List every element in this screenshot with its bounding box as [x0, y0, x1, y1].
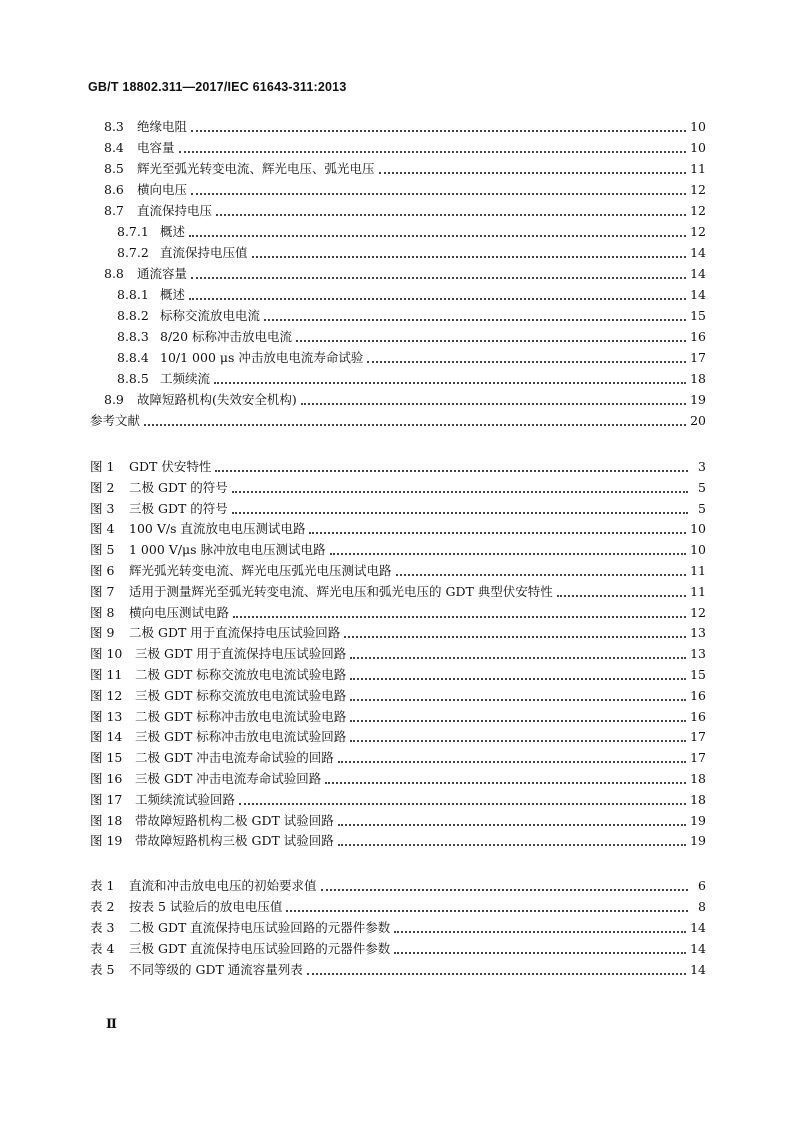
toc-entry[interactable] — [104, 390, 706, 410]
figure-list-entry[interactable] — [90, 727, 706, 747]
entry-page-number: 8 — [698, 899, 706, 914]
entry-page-number: 14 — [690, 920, 706, 935]
toc-entry[interactable] — [117, 306, 706, 326]
toc-entry[interactable] — [104, 180, 706, 200]
dot-leader — [350, 689, 686, 701]
entry-page-number: 17 — [690, 750, 706, 766]
entry-number: 8.8.1 — [117, 287, 149, 302]
dot-leader — [232, 502, 688, 514]
entry-page-number: 5 — [698, 500, 706, 516]
entry-page-number: 18 — [690, 771, 706, 786]
dot-leader — [394, 942, 686, 954]
entry-number: 8.7.2 — [117, 245, 149, 260]
entry-title: 二极 GDT 冲击电流寿命试验的回路 — [135, 750, 334, 766]
entry-page-number: 12 — [690, 224, 706, 239]
entry-title: 二极 GDT 的符号 — [129, 479, 228, 495]
entry-number: 8.8.2 — [117, 308, 149, 323]
entry-number: 8.7.1 — [117, 224, 149, 239]
entry-page-number: 10 — [690, 119, 706, 134]
dot-leader — [189, 225, 686, 237]
dot-leader — [301, 393, 686, 405]
entry-title: 不同等级的 GDT 通流容量列表 — [129, 962, 303, 977]
dot-leader — [214, 372, 686, 384]
entry-number: 图 12 — [90, 687, 123, 703]
entry-page-number: 16 — [690, 687, 706, 703]
figure-list-entry[interactable] — [90, 623, 706, 643]
entry-number: 图 11 — [90, 667, 123, 682]
dot-leader — [321, 879, 688, 891]
figure-list-entry[interactable] — [90, 561, 706, 581]
entry-title: 概述 — [160, 224, 186, 239]
figure-list-entry[interactable] — [90, 499, 706, 519]
toc-entry-references[interactable] — [90, 411, 706, 431]
entry-title: 直流保持电压 — [137, 203, 213, 218]
entry-title: 通流容量 — [137, 266, 188, 281]
entry-page-number: 10 — [690, 140, 706, 155]
entry-page-number: 14 — [690, 287, 706, 302]
entry-title: 绝缘电阻 — [137, 119, 188, 134]
entry-number: 图 10 — [90, 646, 123, 662]
entry-page-number: 19 — [690, 392, 706, 407]
dot-leader — [396, 564, 687, 576]
dot-leader — [394, 921, 686, 933]
dot-leader — [264, 309, 686, 321]
entry-number: 图 5 — [90, 542, 115, 558]
entry-page-number: 19 — [690, 812, 706, 828]
entry-page-number: 13 — [690, 625, 706, 641]
toc-entry[interactable] — [104, 264, 706, 284]
entry-page-number: 11 — [690, 563, 706, 578]
entry-number: 8.4 — [104, 140, 124, 155]
toc-entry[interactable] — [104, 159, 706, 179]
entry-title: 带故障短路机构三极 GDT 试验回路 — [135, 833, 334, 849]
entry-number: 8.8 — [104, 266, 124, 281]
dot-leader — [215, 460, 688, 472]
figure-list-entry[interactable] — [90, 686, 706, 706]
entry-title: 直流保持电压值 — [160, 245, 248, 260]
entry-page-number: 18 — [690, 371, 706, 386]
entry-number: 图 8 — [90, 604, 115, 620]
entry-page-number: 20 — [690, 413, 706, 428]
entry-title: 概述 — [160, 287, 186, 302]
figure-list-entry[interactable] — [90, 478, 706, 498]
entry-number: 8.8.3 — [117, 329, 149, 344]
entry-number: 图 2 — [90, 479, 115, 495]
entry-number: 图 15 — [90, 750, 123, 766]
entry-title: 直流和冲击放电电压的初始要求值 — [129, 878, 317, 893]
entry-number: 8.9 — [104, 392, 124, 407]
entry-page-number: 14 — [690, 266, 706, 281]
table-list-entry[interactable] — [90, 897, 706, 917]
entry-page-number: 17 — [690, 350, 706, 365]
dot-leader — [350, 730, 686, 742]
entry-number: 表 3 — [90, 920, 115, 935]
toc-entry[interactable] — [117, 348, 706, 368]
table-list-entry[interactable] — [90, 960, 706, 980]
toc-entry[interactable] — [117, 285, 706, 305]
entry-number: 图 14 — [90, 729, 123, 745]
dot-leader — [191, 120, 686, 132]
entry-title: GDT 伏安特性 — [129, 459, 212, 474]
entry-page-number: 14 — [690, 941, 706, 956]
entry-number: 8.7 — [104, 203, 124, 218]
dot-leader — [338, 751, 686, 763]
document-header: GB/T 18802.311—2017/IEC 61643-311:2013 — [88, 80, 347, 94]
dot-leader — [233, 606, 686, 618]
figure-list-entry[interactable] — [90, 644, 706, 664]
dot-leader — [367, 351, 686, 363]
dot-leader — [350, 668, 686, 680]
figure-list-entry[interactable] — [90, 457, 706, 477]
dot-leader — [296, 330, 686, 342]
toc-entry[interactable] — [117, 327, 706, 347]
dot-leader — [325, 772, 686, 784]
entry-number: 图 4 — [90, 521, 115, 537]
entry-title: 参考文献 — [90, 413, 141, 428]
figure-list-entry[interactable] — [90, 748, 706, 768]
entry-title: 按表 5 试验后的放电电压值 — [129, 899, 283, 914]
entry-title: 二极 GDT 标称冲击放电电流试验电路 — [135, 708, 347, 724]
figure-list-entry[interactable] — [90, 790, 706, 810]
toc-entry[interactable] — [117, 369, 706, 389]
entry-title: 三极 GDT 直流保持电压试验回路的元器件参数 — [129, 941, 391, 956]
figure-list-entry[interactable] — [90, 769, 706, 789]
entry-title: 电容量 — [137, 140, 175, 155]
figure-list-entry[interactable] — [90, 665, 706, 685]
dot-leader — [338, 834, 686, 846]
dot-leader — [239, 793, 686, 805]
entry-page-number: 11 — [690, 161, 706, 176]
entry-page-number: 15 — [690, 308, 706, 323]
entry-title: 带故障短路机构二极 GDT 试验回路 — [135, 812, 334, 828]
entry-number: 图 7 — [90, 583, 115, 599]
dot-leader — [330, 543, 687, 555]
table-list-entry[interactable] — [90, 918, 706, 938]
entry-number: 表 5 — [90, 962, 115, 977]
toc-entry[interactable] — [104, 117, 706, 137]
dot-leader — [338, 814, 686, 826]
entry-title: 8/20 标称冲击放电电流 — [160, 329, 293, 344]
entry-number: 8.3 — [104, 119, 124, 134]
entry-page-number: 12 — [690, 604, 706, 620]
entry-number: 图 18 — [90, 812, 123, 828]
figure-list-entry[interactable] — [90, 811, 706, 831]
toc-entry[interactable] — [117, 243, 706, 263]
dot-leader — [144, 414, 686, 426]
entry-number: 图 17 — [90, 791, 123, 807]
dot-leader — [232, 481, 688, 493]
entry-title: 二极 GDT 标称交流放电电流试验电路 — [135, 667, 347, 682]
entry-page-number: 6 — [698, 878, 706, 893]
entry-page-number: 13 — [690, 646, 706, 662]
figure-list-entry[interactable] — [90, 540, 706, 560]
entry-page-number: 11 — [690, 583, 706, 599]
entry-page-number: 12 — [690, 182, 706, 197]
dot-leader — [189, 288, 686, 300]
dot-leader — [307, 963, 686, 975]
entry-title: 二极 GDT 用于直流保持电压试验回路 — [129, 625, 341, 641]
entry-title: 横向电压测试电路 — [129, 604, 230, 620]
dot-leader — [286, 900, 688, 912]
dot-leader — [179, 141, 687, 153]
entry-page-number: 5 — [698, 479, 706, 495]
entry-page-number: 16 — [690, 708, 706, 724]
entry-page-number: 14 — [690, 245, 706, 260]
entry-page-number: 18 — [690, 791, 706, 807]
entry-number: 图 6 — [90, 563, 115, 578]
entry-number: 表 2 — [90, 899, 115, 914]
entry-page-number: 19 — [690, 833, 706, 849]
toc-entry[interactable] — [104, 138, 706, 158]
page-number-footer: Ⅱ — [106, 1017, 117, 1032]
entry-title: 工频续流试验回路 — [135, 791, 236, 807]
entry-title: 三极 GDT 标称交流放电电流试验电路 — [135, 687, 347, 703]
figure-list-entry[interactable] — [90, 582, 706, 602]
entry-page-number: 16 — [690, 329, 706, 344]
dot-leader — [557, 585, 686, 597]
entry-number: 8.6 — [104, 182, 124, 197]
entry-number: 图 13 — [90, 708, 123, 724]
figure-list-entry[interactable] — [90, 707, 706, 727]
dot-leader — [216, 204, 686, 216]
entry-number: 图 1 — [90, 459, 115, 474]
entry-title: 三极 GDT 用于直流保持电压试验回路 — [135, 646, 347, 662]
dot-leader — [350, 710, 686, 722]
toc-entry[interactable] — [117, 222, 706, 242]
entry-number: 图 16 — [90, 771, 123, 786]
entry-page-number: 15 — [690, 667, 706, 682]
entry-number: 表 1 — [90, 878, 115, 893]
entry-title: 100 V/s 直流放电电压测试电路 — [129, 521, 306, 537]
figure-list-entry[interactable] — [90, 519, 706, 539]
entry-number: 表 4 — [90, 941, 115, 956]
entry-number: 图 9 — [90, 625, 115, 641]
table-list-entry[interactable] — [90, 876, 706, 896]
dot-leader — [191, 183, 686, 195]
entry-number: 8.8.4 — [117, 350, 149, 365]
entry-page-number: 14 — [690, 962, 706, 977]
entry-number: 图 3 — [90, 500, 115, 516]
entry-title: 工频续流 — [160, 371, 211, 386]
dot-leader — [191, 267, 686, 279]
entry-title: 标称交流放电电流 — [160, 308, 261, 323]
table-list-entry[interactable] — [90, 939, 706, 959]
dot-leader — [252, 246, 687, 258]
entry-number: 图 19 — [90, 833, 123, 849]
entry-title: 横向电压 — [137, 182, 188, 197]
entry-title: 三极 GDT 冲击电流寿命试验回路 — [135, 771, 322, 786]
dot-leader — [350, 647, 686, 659]
entry-page-number: 10 — [690, 521, 706, 537]
entry-title: 二极 GDT 直流保持电压试验回路的元器件参数 — [129, 920, 391, 935]
entry-page-number: 17 — [690, 729, 706, 745]
entry-title: 辉光弧光转变电流、辉光电压弧光电压测试电路 — [129, 563, 392, 578]
entry-title: 10/1 000 μs 冲击放电电流寿命试验 — [160, 350, 364, 365]
entry-page-number: 3 — [698, 459, 706, 474]
entry-title: 适用于测量辉光至弧光转变电流、辉光电压和弧光电压的 GDT 典型伏安特性 — [129, 583, 553, 599]
dot-leader — [309, 522, 686, 534]
entry-page-number: 12 — [690, 203, 706, 218]
entry-title: 三极 GDT 标称冲击放电电流试验回路 — [135, 729, 347, 745]
entry-title: 1 000 V/μs 脉冲放电电压测试电路 — [129, 542, 326, 558]
entry-title: 故障短路机构(失效安全机构) — [137, 392, 297, 407]
entry-page-number: 10 — [690, 542, 706, 558]
figure-list-entry[interactable] — [90, 831, 706, 851]
figure-list-entry[interactable] — [90, 603, 706, 623]
entry-title: 辉光至弧光转变电流、辉光电压、弧光电压 — [137, 161, 375, 176]
dot-leader — [379, 162, 687, 174]
entry-number: 8.8.5 — [117, 371, 149, 386]
entry-number: 8.5 — [104, 161, 124, 176]
entry-title: 三极 GDT 的符号 — [129, 500, 228, 516]
dot-leader — [344, 626, 686, 638]
toc-entry[interactable] — [104, 201, 706, 221]
